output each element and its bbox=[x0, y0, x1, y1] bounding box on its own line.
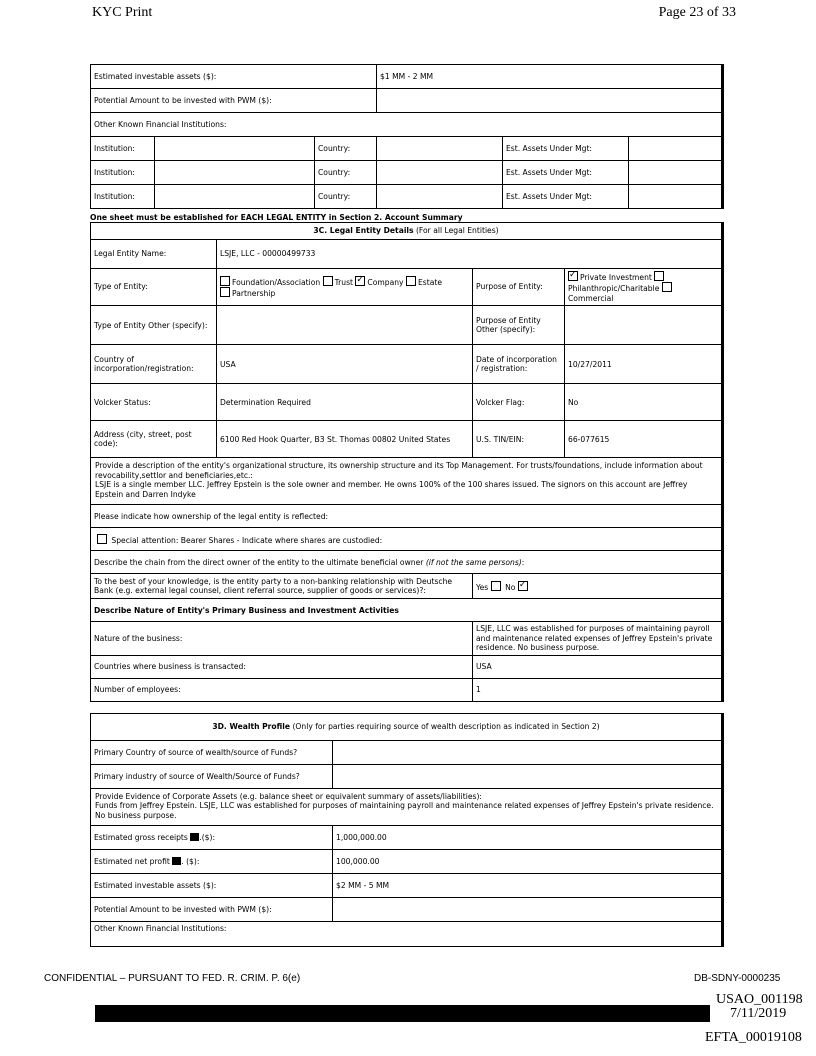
efta-number: EFTA_00019108 bbox=[705, 1030, 802, 1045]
potential-amount-value bbox=[333, 898, 723, 922]
volcker-flag-label: Volcker Flag: bbox=[473, 384, 565, 421]
primary-country-label: Primary Country of source of wealth/source of Funds? bbox=[91, 741, 333, 765]
redaction-block bbox=[172, 857, 181, 865]
non-banking-prompt: To the best of your knowledge, is the entity party to a non-banking relationship with Deutsche Bank (e.g. external legal counsel, client referral source, supplier of goods or services)?: bbox=[91, 574, 473, 599]
checkbox-checked-icon[interactable] bbox=[355, 276, 365, 286]
checkbox-icon[interactable] bbox=[654, 271, 664, 281]
section-3c-title: 3C. Legal Entity Details (For all Legal Entities) bbox=[91, 223, 723, 240]
purpose-other-value bbox=[565, 306, 723, 345]
countries-value: USA bbox=[473, 655, 723, 678]
type-of-entity-options: Foundation/Association Trust ✓ Company Estate Partnership bbox=[217, 269, 473, 306]
page-number: Page 23 of 33 bbox=[658, 5, 736, 20]
evidence-cell bbox=[91, 789, 723, 826]
countries-label: Countries where business is transacted: bbox=[91, 655, 473, 678]
bates-number: DB-SDNY-0000235 bbox=[694, 973, 781, 984]
potential-amount-value bbox=[377, 89, 723, 113]
investable-assets-value: $2 MM - 5 MM bbox=[333, 874, 723, 898]
assets-label: Est. Assets Under Mgt: bbox=[503, 161, 629, 185]
other-institutions-label: Other Known Financial Institutions: bbox=[91, 113, 723, 137]
institution-value bbox=[155, 137, 315, 161]
employees-value: 1 bbox=[473, 678, 723, 701]
gross-receipts-value: 1,000,000.00 bbox=[333, 826, 723, 850]
volcker-status-label: Volcker Status: bbox=[91, 384, 217, 421]
assets-label: Est. Assets Under Mgt: bbox=[503, 185, 629, 209]
volcker-flag-value: No bbox=[565, 384, 723, 421]
assets-label: Est. Assets Under Mgt: bbox=[503, 137, 629, 161]
investable-assets-label: Estimated investable assets ($): bbox=[91, 65, 377, 89]
volcker-status-value: Determination Required bbox=[217, 384, 473, 421]
redaction-block bbox=[190, 833, 199, 841]
chain-prompt: Describe the chain from the direct owner of the entity to the ultimate beneficial owner (if not the same persons): bbox=[91, 551, 723, 574]
type-other-value bbox=[217, 306, 473, 345]
country-value bbox=[377, 185, 503, 209]
checkbox-checked-icon[interactable] bbox=[568, 271, 578, 281]
description-cell bbox=[91, 458, 723, 505]
institution-row bbox=[91, 185, 723, 209]
institution-row bbox=[91, 161, 723, 185]
evidence-value: Funds from Jeffrey Epstein. LSJE, LLC was established for purposes of maintaining payroll and maintenance related expenses of Jeffrey Epstein's private residence. No business purpose. bbox=[95, 801, 714, 820]
country-label: Country: bbox=[315, 185, 377, 209]
assets-value bbox=[629, 161, 723, 185]
institution-value bbox=[155, 161, 315, 185]
wealth-profile-table bbox=[90, 713, 724, 947]
bearer-shares-row: Special attention: Bearer Shares - Indicate where shares are custodied: bbox=[91, 528, 723, 551]
checkbox-icon[interactable] bbox=[491, 581, 501, 591]
purpose-of-entity-label: Purpose of Entity: bbox=[473, 269, 565, 306]
tin-value: 66-077615 bbox=[565, 421, 723, 458]
assets-value bbox=[629, 185, 723, 209]
institution-label: Institution: bbox=[91, 185, 155, 209]
header-title: KYC Print bbox=[92, 5, 153, 20]
nature-value: LSJE, LLC was established for purposes of maintaining payroll and maintenance related expenses of Jeffrey Epstein's private residence. No business purpose. bbox=[473, 622, 723, 655]
institution-value bbox=[155, 185, 315, 209]
legal-entity-name-label: Legal Entity Name: bbox=[91, 240, 217, 269]
country-incorporation-value: USA bbox=[217, 345, 473, 384]
checkbox-checked-icon[interactable] bbox=[518, 581, 528, 591]
usao-stamp: USAO_001198 bbox=[716, 992, 803, 1007]
sheet-note: One sheet must be established for EACH LEGAL ENTITY in Section 2. Account Summary bbox=[90, 213, 463, 222]
tin-label: U.S. TIN/EIN: bbox=[473, 421, 565, 458]
confidential-notice: CONFIDENTIAL – PURSUANT TO FED. R. CRIM. P. 6(e) bbox=[44, 973, 301, 984]
ownership-prompt: Please indicate how ownership of the legal entity is reflected: bbox=[91, 505, 723, 528]
investable-assets-value: $1 MM - 2 MM bbox=[377, 65, 723, 89]
date-incorporation-label: Date of incorporation / registration: bbox=[473, 345, 565, 384]
investable-assets-label: Estimated investable assets ($): bbox=[91, 874, 333, 898]
checkbox-icon[interactable] bbox=[220, 276, 230, 286]
checkbox-icon[interactable] bbox=[323, 276, 333, 286]
checkbox-icon[interactable] bbox=[97, 534, 107, 544]
type-of-entity-label: Type of Entity: bbox=[91, 269, 217, 306]
legal-entity-table bbox=[90, 222, 724, 702]
type-other-label: Type of Entity Other (specify): bbox=[91, 306, 217, 345]
purpose-other-label: Purpose of Entity Other (specify): bbox=[473, 306, 565, 345]
description-value: LSJE is a single member LLC. Jeffrey Epstein is the sole owner and member. He owns 100% of the 100 shares issued. The signors on this account are Jeffrey Epstein and Darren Indyke bbox=[95, 480, 688, 499]
nature-heading: Describe Nature of Entity's Primary Business and Investment Activities bbox=[91, 599, 723, 622]
primary-industry-label: Primary industry of source of Wealth/Source of Funds? bbox=[91, 765, 333, 789]
usao-date: 7/11/2019 bbox=[730, 1006, 787, 1021]
nature-label: Nature of the business: bbox=[91, 622, 473, 655]
evidence-prompt: Provide Evidence of Corporate Assets (e.g. balance sheet or equivalent summary of assets/liabilities): bbox=[95, 792, 482, 801]
potential-amount-label: Potential Amount to be invested with PWM ($): bbox=[91, 89, 377, 113]
date-incorporation-value: 10/27/2011 bbox=[565, 345, 723, 384]
section-3d-title: 3D. Wealth Profile (Only for parties requiring source of wealth description as indicated in Section 2) bbox=[91, 714, 723, 741]
institution-row bbox=[91, 137, 723, 161]
net-profit-value: 100,000.00 bbox=[333, 850, 723, 874]
checkbox-icon[interactable] bbox=[662, 282, 672, 292]
country-value bbox=[377, 137, 503, 161]
country-label: Country: bbox=[315, 161, 377, 185]
potential-amount-label: Potential Amount to be invested with PWM ($): bbox=[91, 898, 333, 922]
address-value: 6100 Red Hook Quarter, B3 St. Thomas 00802 United States bbox=[217, 421, 473, 458]
description-prompt: Provide a description of the entity's organizational structure, its ownership structure and its Top Management. For trusts/foundations, include information about revocability,settlor and beneficiaries,etc.: bbox=[95, 461, 703, 480]
primary-country-value bbox=[333, 741, 723, 765]
institution-label: Institution: bbox=[91, 137, 155, 161]
primary-industry-value bbox=[333, 765, 723, 789]
other-institutions-label: Other Known Financial Institutions: bbox=[91, 922, 723, 947]
employees-label: Number of employees: bbox=[91, 678, 473, 701]
checkbox-icon[interactable] bbox=[220, 287, 230, 297]
country-label: Country: bbox=[315, 137, 377, 161]
assets-value bbox=[629, 137, 723, 161]
country-incorporation-label: Country of incorporation/registration: bbox=[91, 345, 217, 384]
financial-table-top bbox=[90, 64, 724, 209]
non-banking-answer: Yes No ✓ bbox=[473, 574, 723, 599]
country-value bbox=[377, 161, 503, 185]
address-label: Address (city, street, post code): bbox=[91, 421, 217, 458]
redaction-bar bbox=[95, 1005, 710, 1022]
net-profit-label: Estimated net profit . ($): bbox=[91, 850, 333, 874]
institution-label: Institution: bbox=[91, 161, 155, 185]
purpose-of-entity-options: ✓Private Investment Philanthropic/Charitable Commercial bbox=[565, 269, 723, 306]
legal-entity-name-value: LSJE, LLC - 00000499733 bbox=[217, 240, 723, 269]
gross-receipts-label: Estimated gross receipts .($): bbox=[91, 826, 333, 850]
checkbox-icon[interactable] bbox=[406, 276, 416, 286]
